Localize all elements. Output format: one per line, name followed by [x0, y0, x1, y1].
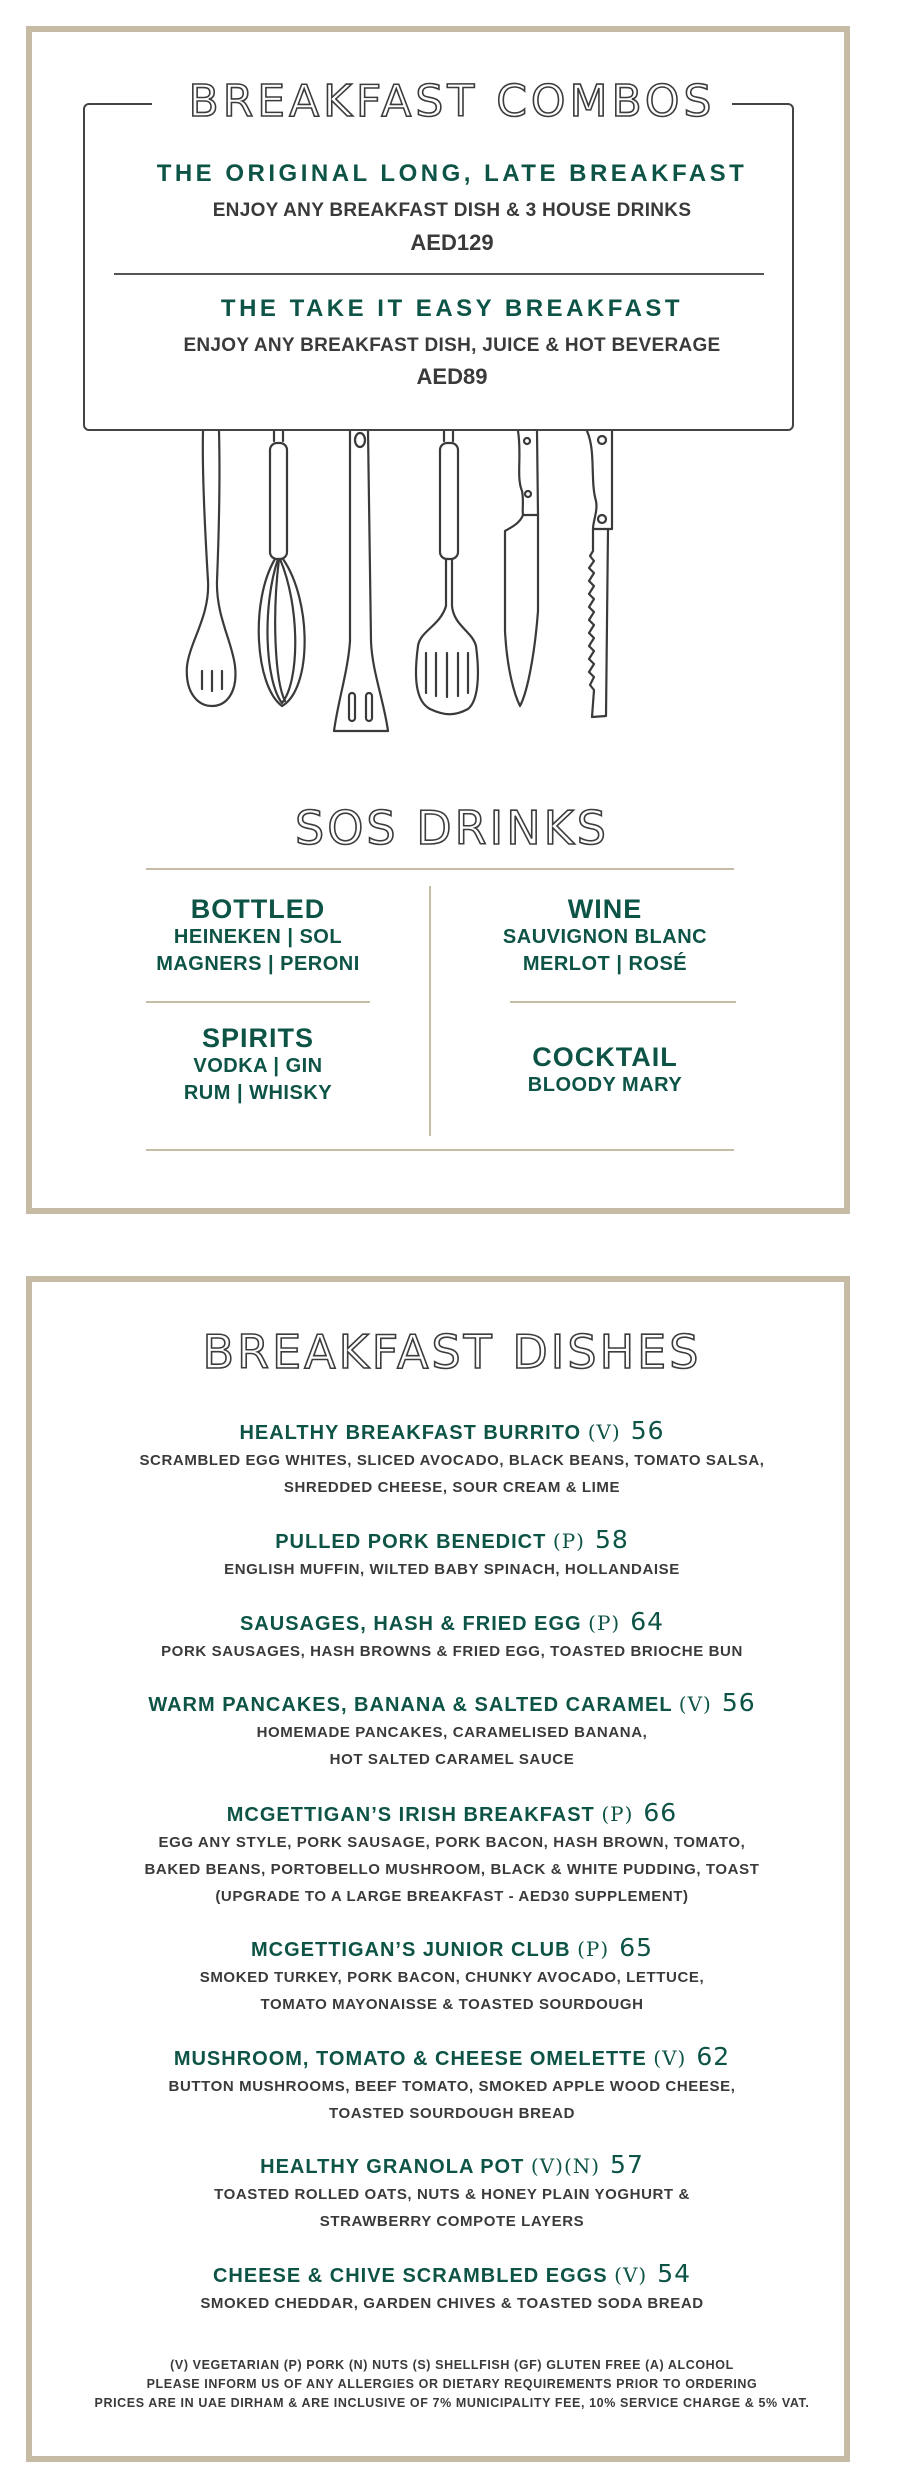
- dish-description: TOASTED SOURDOUGH BREAD: [328, 2105, 576, 2122]
- drink-category-name: COCKTAIL: [532, 1042, 678, 1072]
- dish-item: [60, 1799, 844, 1910]
- dish-price: 56: [630, 1416, 665, 1445]
- dish-item: [60, 1689, 844, 1773]
- dish-name: PULLED PORK BENEDICT: [275, 1531, 547, 1553]
- dish-description: BAKED BEANS, PORTOBELLO MUSHROOM, BLACK & WHITE PUDDING, TOAST: [144, 1861, 760, 1878]
- combo-name: THE TAKE IT EASY BREAKFAST: [220, 295, 684, 322]
- dish-dietary-tags: (P): [577, 1937, 610, 1961]
- drink-item: RUM | WHISKY: [183, 1082, 333, 1104]
- spatula-icon: [334, 431, 388, 731]
- chef-knife-icon: [505, 431, 538, 706]
- combo-price: AED129: [410, 230, 494, 255]
- dish-description: SCRAMBLED EGG WHITES, SLICED AVOCADO, BLACK BEANS, TOMATO SALSA,: [139, 1452, 765, 1469]
- drinks-section-title: SOS DRINKS: [295, 801, 609, 855]
- dish-price: 66: [643, 1798, 678, 1827]
- drink-category-cocktail: [480, 1042, 730, 1099]
- dish-price: 57: [610, 2150, 644, 2179]
- dish-description: SMOKED TURKEY, PORK BACON, CHUNKY AVOCADO, LETTUCE,: [199, 1969, 705, 1986]
- combo-name: THE ORIGINAL LONG, LATE BREAKFAST: [156, 160, 748, 187]
- dish-description: BUTTON MUSHROOMS, BEEF TOMATO, SMOKED APPLE WOOD CHEESE,: [168, 2078, 736, 2095]
- whisk-icon: [259, 431, 305, 706]
- combo-description: ENJOY ANY BREAKFAST DISH & 3 HOUSE DRINKS: [212, 200, 692, 221]
- dish-description: SMOKED CHEDDAR, GARDEN CHIVES & TOASTED SODA BREAD: [200, 2295, 704, 2312]
- dish-name: SAUSAGES, HASH & FRIED EGG: [239, 1613, 582, 1635]
- combo-price: AED89: [416, 364, 488, 389]
- dish-item: [60, 2151, 844, 2235]
- dish-description: TOASTED ROLLED OATS, NUTS & HONEY PLAIN YOGHURT &: [214, 2186, 690, 2203]
- dietary-legend: (V) VEGETARIAN (P) PORK (N) NUTS (S) SHELLFISH (GF) GLUTEN FREE (A) ALCOHOL: [170, 2358, 734, 2372]
- combo-description: ENJOY ANY BREAKFAST DISH, JUICE & HOT BEVERAGE: [183, 335, 721, 356]
- dish-item: [60, 1608, 844, 1665]
- dish-dietary-tags: (P): [601, 1802, 634, 1826]
- dish-dietary-tags: (V): [614, 2263, 648, 2287]
- drink-category-name: WINE: [567, 894, 643, 924]
- dish-dietary-tags: (V)(N): [530, 2154, 601, 2178]
- allergy-notice: PLEASE INFORM US OF ANY ALLERGIES OR DIETARY REQUIREMENTS PRIOR TO ORDERING: [146, 2377, 758, 2391]
- dish-description: STRAWBERRY COMPOTE LAYERS: [319, 2213, 585, 2230]
- dish-item: [60, 1526, 844, 1583]
- dish-name: MCGETTIGAN’S IRISH BREAKFAST: [226, 1804, 595, 1826]
- dish-name: WARM PANCAKES, BANANA & SALTED CARAMEL: [148, 1694, 673, 1716]
- drink-category-name: SPIRITS: [201, 1023, 315, 1053]
- bread-knife-icon: [587, 431, 612, 717]
- dish-upgrade-note: (UPGRADE TO A LARGE BREAKFAST - AED30 SUPPLEMENT): [215, 1888, 689, 1905]
- drinks-center-divider: [429, 886, 431, 1136]
- drink-item: HEINEKEN | SOL: [173, 926, 343, 948]
- dish-description: SHREDDED CHEESE, SOUR CREAM & LIME: [283, 1479, 621, 1496]
- combos-section-title: BREAKFAST COMBOS: [188, 76, 716, 127]
- dish-description: HOT SALTED CARAMEL SAUCE: [329, 1751, 575, 1768]
- combo-divider: [114, 273, 764, 275]
- drink-category-wine: [480, 894, 730, 978]
- dish-description: TOMATO MAYONAISSE & TOASTED SOURDOUGH: [260, 1996, 644, 2013]
- dish-dietary-tags: (P): [588, 1611, 621, 1635]
- drink-item: MERLOT | ROSÉ: [522, 953, 688, 975]
- dish-name: HEALTHY BREAKFAST BURRITO: [239, 1422, 582, 1444]
- drink-category-spirits: [146, 1023, 370, 1107]
- spoon-icon: [187, 431, 236, 706]
- dish-dietary-tags: (V): [678, 1692, 712, 1716]
- drinks-bottom-divider: [146, 1149, 734, 1151]
- drink-item: MAGNERS | PERONI: [156, 953, 360, 975]
- dish-price: 54: [657, 2259, 692, 2288]
- dish-item: [60, 1417, 844, 1501]
- dish-name: HEALTHY GRANOLA POT: [260, 2156, 525, 2178]
- drink-category-bottled: [146, 894, 370, 978]
- dish-price: 62: [696, 2042, 731, 2071]
- menu-footer: [40, 2356, 864, 2413]
- dish-name: MCGETTIGAN’S JUNIOR CLUB: [251, 1939, 571, 1961]
- hanging-utensils-illustration: [150, 431, 750, 741]
- dish-description: ENGLISH MUFFIN, WILTED BABY SPINACH, HOLLANDAISE: [224, 1561, 680, 1578]
- dish-price: 56: [721, 1688, 756, 1717]
- dish-price: 65: [619, 1933, 653, 1962]
- drink-category-name: BOTTLED: [190, 894, 326, 924]
- dish-item: [60, 2043, 844, 2127]
- dish-description: HOMEMADE PANCAKES, CARAMELISED BANANA,: [256, 1724, 648, 1741]
- dish-description: PORK SAUSAGES, HASH BROWNS & FRIED EGG, TOASTED BRIOCHE BUN: [161, 1643, 743, 1660]
- dish-name: CHEESE & CHIVE SCRAMBLED EGGS: [212, 2265, 608, 2287]
- pricing-notice: PRICES ARE IN UAE DIRHAM & ARE INCLUSIVE OF 7% MUNICIPALITY FEE, 10% SERVICE CHARGE & 5% VAT.: [94, 2396, 810, 2410]
- dish-item: [60, 2260, 844, 2317]
- dish-description: EGG ANY STYLE, PORK SAUSAGE, PORK BACON, HASH BROWN, TOMATO,: [158, 1834, 746, 1851]
- dish-dietary-tags: (V): [587, 1420, 621, 1444]
- drinks-left-divider: [146, 1001, 370, 1003]
- drink-item: VODKA | GIN: [193, 1055, 323, 1077]
- dish-price: 58: [594, 1525, 629, 1554]
- dish-name: MUSHROOM, TOMATO & CHEESE OMELETTE: [173, 2048, 647, 2070]
- dish-dietary-tags: (P): [552, 1529, 585, 1553]
- dish-item: [60, 1934, 844, 2018]
- dish-price: 64: [630, 1607, 665, 1636]
- drinks-right-divider: [510, 1001, 736, 1003]
- dish-dietary-tags: (V): [653, 2046, 687, 2070]
- drink-item: BLOODY MARY: [527, 1074, 683, 1096]
- dishes-section-title: BREAKFAST DISHES: [202, 1325, 702, 1379]
- drinks-top-divider: [146, 868, 734, 870]
- slotted-turner-icon: [416, 431, 478, 714]
- drink-item: SAUVIGNON BLANC: [502, 926, 708, 948]
